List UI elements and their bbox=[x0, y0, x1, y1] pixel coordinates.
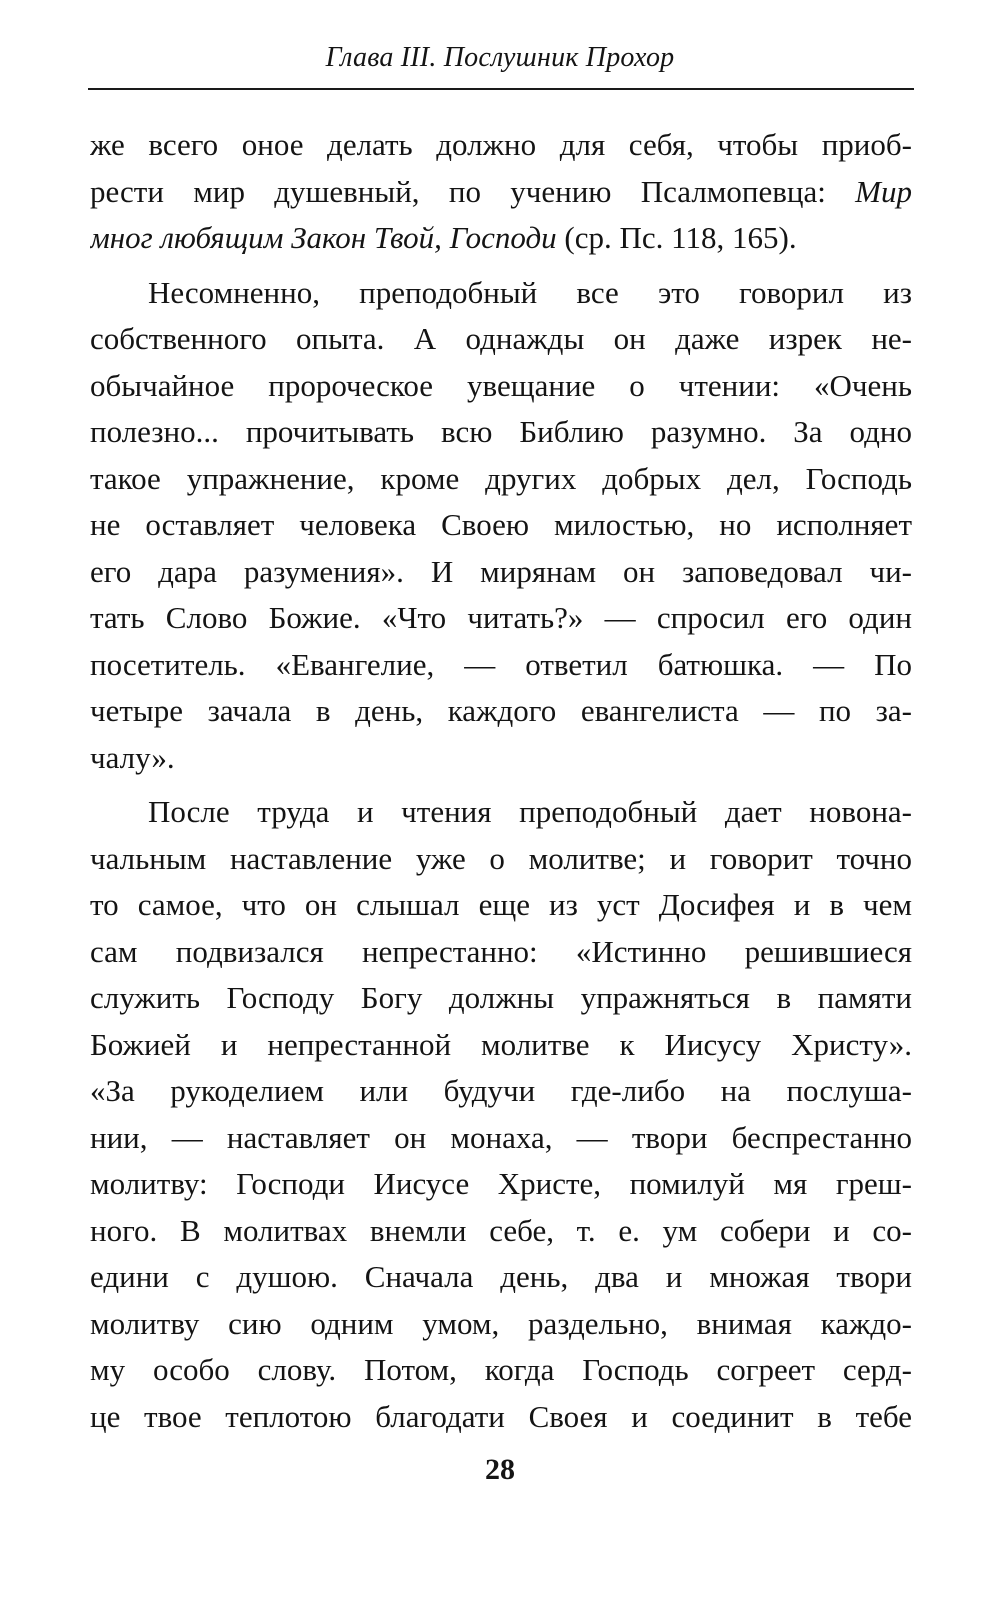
text-line: молитву: Господи Иисусе Христе, помилуй мя греш- bbox=[90, 1166, 912, 1201]
page-number: 28 bbox=[485, 1453, 515, 1486]
text-line: обычайное пророческое увещание о чтении: «Очень bbox=[90, 367, 912, 403]
text-line: посетитель. «Евангелие, — ответил батюшка. — По bbox=[90, 646, 912, 682]
text-line: му особо слову. Потом, когда Господь согреет серд- bbox=[90, 1352, 912, 1387]
running-title: Глава III. Послушник Прохор bbox=[325, 42, 675, 73]
text-line: такое упражнение, кроме других добрых дел, Господь bbox=[90, 460, 912, 496]
text-line: тать Слово Божие. «Что читать?» — спросил его один bbox=[90, 600, 912, 635]
text-line: це твое теплотою благодати Своея и соединит в тебе bbox=[90, 1398, 912, 1434]
text-line: служить Господу Богу должны упражняться в памяти bbox=[90, 980, 912, 1015]
quote-italic: Мир bbox=[855, 173, 912, 209]
text-line: его дара разумения». И мирянам он заповедовал чи- bbox=[90, 553, 912, 589]
text-line: сам подвизался непрестанно: «Истинно решившиеся bbox=[90, 933, 912, 969]
text-line: молитву сию одним умом, раздельно, внимая каждо- bbox=[90, 1305, 912, 1341]
text-fragment: рести мир душевный, по учению Псалмопевца: bbox=[90, 173, 856, 209]
paragraph-gap bbox=[90, 781, 912, 789]
text-line: не оставляет человека Своею милостью, но исполняет bbox=[90, 507, 912, 542]
text-line: собственного опыта. А однажды он даже изрек не- bbox=[90, 321, 912, 356]
text-line: же всего оное делать должно для себя, чтобы приоб- bbox=[90, 127, 912, 162]
text-line: ного. В молитвах внемли себе, т. е. ум собери и со- bbox=[90, 1212, 912, 1248]
text-line: Божией и непрестанной молитве к Иисусу Христу». bbox=[90, 1026, 912, 1062]
text-line: четыре зачала в день, каждого евангелиста — по за- bbox=[90, 693, 912, 728]
text-line: чалу». bbox=[90, 739, 175, 775]
text-line: чальным наставление уже о молитве; и говорит точно bbox=[90, 840, 912, 876]
text-line: нии, — наставляет он монаха, — твори беспрестанно bbox=[90, 1119, 912, 1155]
paragraph-gap bbox=[90, 262, 912, 270]
text-line: едини с душою. Сначала день, два и множая твори bbox=[90, 1259, 912, 1294]
text-line: полезно... прочитывать всю Библию разумно. За одно bbox=[90, 414, 912, 449]
text-line: Несомненно, преподобный все это говорил из bbox=[148, 274, 912, 310]
body-text bbox=[90, 122, 912, 1440]
text-line: «За рукоделием или будучи где-либо на послуша- bbox=[90, 1073, 912, 1108]
text-line bbox=[90, 169, 912, 216]
citation: (ср. Пс. 118, 165). bbox=[556, 220, 797, 255]
text-line: После труда и чтения преподобный дает новона- bbox=[148, 794, 912, 829]
text-line bbox=[90, 215, 912, 262]
text-line: то самое, что он слышал еще из уст Досифея и в чем bbox=[90, 887, 912, 922]
header-rule bbox=[88, 88, 914, 90]
quote-italic: мног любящим Закон Твой, Господи bbox=[90, 220, 557, 255]
